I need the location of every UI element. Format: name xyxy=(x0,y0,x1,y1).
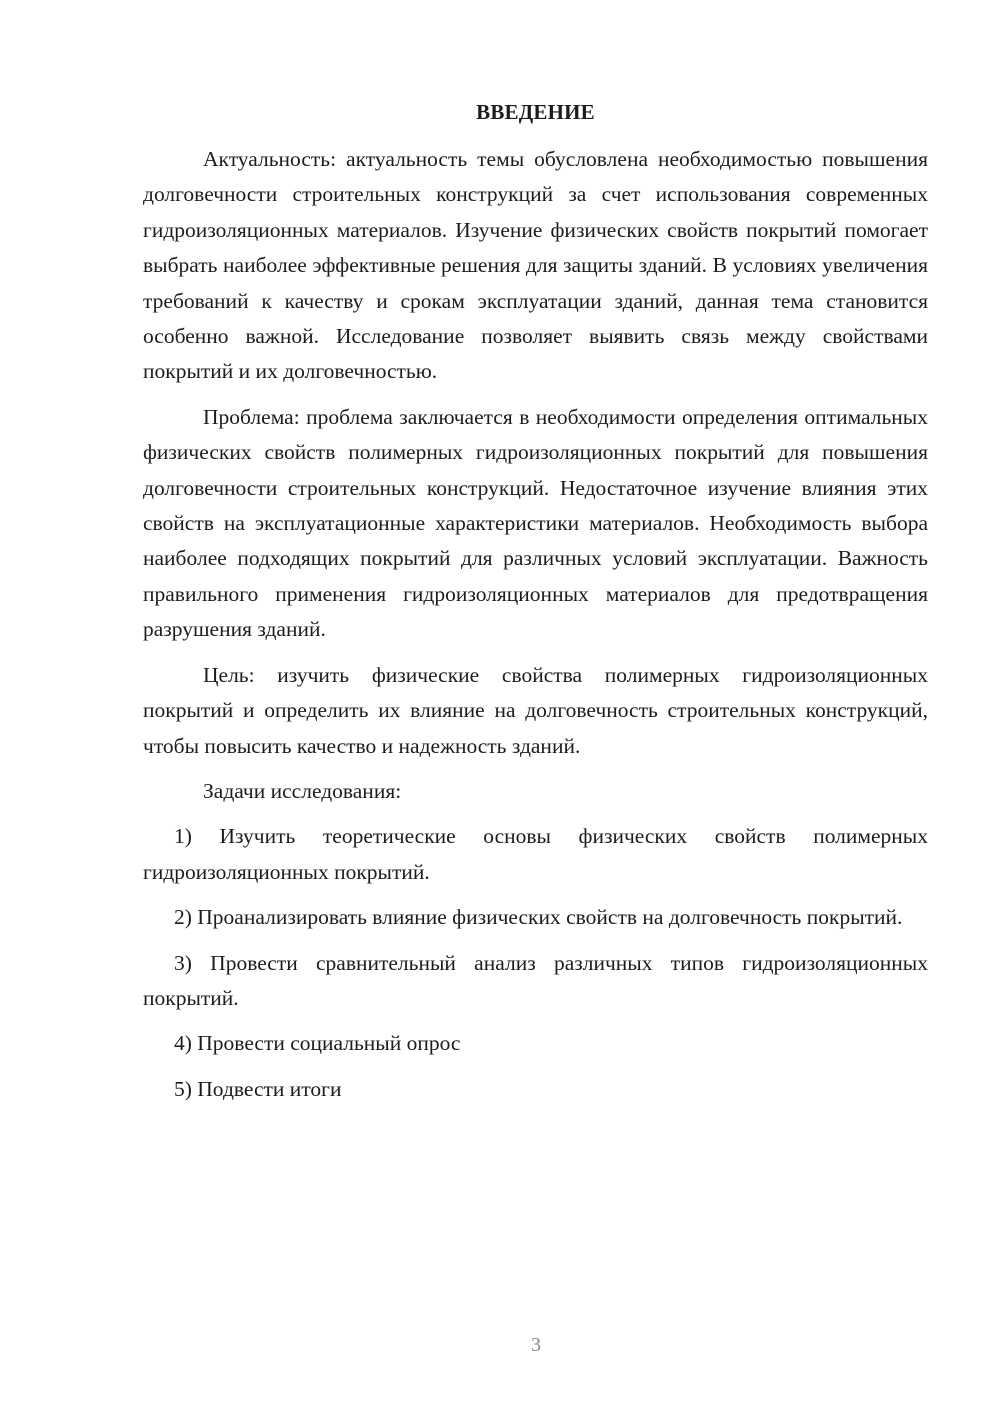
task-item: 3) Провести сравнительный анализ различных типов гидроизоляционных покрытий. xyxy=(143,950,928,1010)
task-item: 5) Подвести итоги xyxy=(174,1076,342,1101)
tasks-heading: Задачи исследования: xyxy=(203,778,402,803)
task-item: 2) Проанализировать влияние физических свойств на долговечность покрытий. xyxy=(174,905,903,930)
paragraph-relevance: Актуальность: актуальность темы обусловлена необходимостью повышения долговечности строительных конструкций за счет использования современных гидроизоляционных материалов. Изучение физических свойств покрытий помогает выбрать наиболее эффективные решения для защиты зданий. В условиях увеличения требований к качеству и срокам эксплуатации зданий, данная тема становится особенно важной. Исследование позволяет выявить связь между свойствами покрытий и их долговечностью. xyxy=(143,147,928,384)
paragraph-goal: Цель: изучить физические свойства полимерных гидроизоляционных покрытий и определить их влияние на долговечность строительных конструкций, чтобы повысить качество и надежность зданий. xyxy=(143,662,928,758)
task-item: 1) Изучить теоретические основы физических свойств полимерных гидроизоляционных покрытий. xyxy=(143,824,928,884)
paragraph-problem: Проблема: проблема заключается в необходимости определения оптимальных физических свойств полимерных гидроизоляционных покрытий для повышения долговечности строительных конструкций. Недостаточное изучение влияния этих свойств на эксплуатационные характеристики материалов. Необходимость выбора наиболее подходящих покрытий для различных условий эксплуатации. Важность правильного применения гидроизоляционных материалов для предотвращения разрушения зданий. xyxy=(143,404,928,642)
page-content xyxy=(143,96,928,1117)
task-item: 4) Провести социальный опрос xyxy=(174,1031,461,1056)
page-title: ВВЕДЕНИЕ xyxy=(476,100,595,124)
page-number: 3 xyxy=(531,1334,541,1356)
